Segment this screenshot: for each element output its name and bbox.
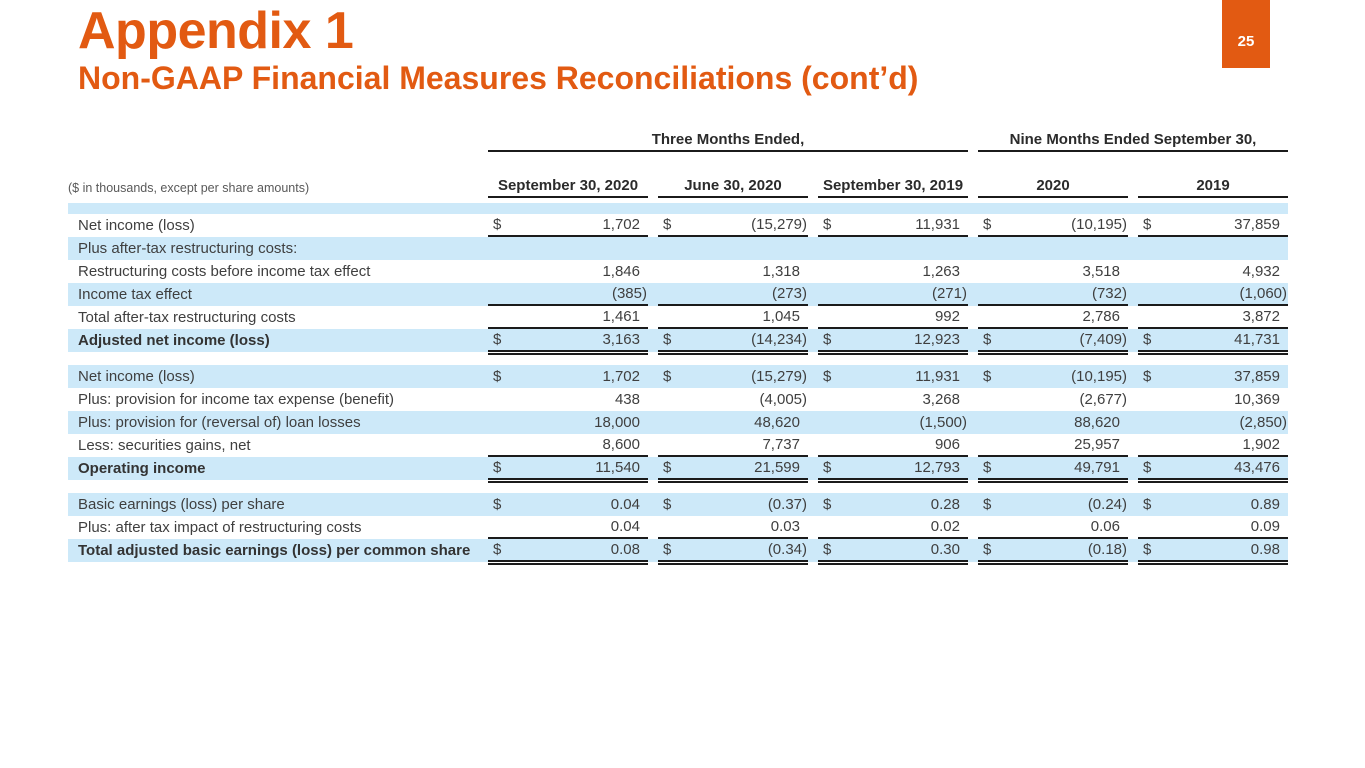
value-cell bbox=[658, 260, 808, 283]
value: 0.09 bbox=[1250, 518, 1280, 535]
dollar-sign: $ bbox=[663, 459, 672, 476]
value-cell bbox=[978, 388, 1128, 411]
value: 18,000 bbox=[594, 414, 640, 431]
value-cell bbox=[1138, 411, 1288, 434]
value-cell bbox=[1138, 539, 1288, 562]
dollar-sign: $ bbox=[663, 216, 672, 233]
value-cell bbox=[658, 214, 808, 237]
value: 0.06 bbox=[1090, 518, 1120, 535]
value-cell bbox=[488, 457, 648, 480]
row-label: Less: securities gains, net bbox=[78, 437, 251, 454]
value: 11,931 bbox=[915, 216, 960, 233]
value: 0.08 bbox=[610, 541, 640, 558]
value: (1,500) bbox=[919, 414, 967, 431]
value-cell bbox=[658, 411, 808, 434]
table-row bbox=[68, 365, 1288, 388]
value-cell bbox=[818, 493, 968, 516]
value-cell bbox=[978, 214, 1128, 237]
value-cell bbox=[488, 329, 648, 352]
dollar-sign: $ bbox=[1143, 216, 1152, 233]
row-label: Net income (loss) bbox=[78, 368, 195, 385]
column-header-ytd-2019: 2019 bbox=[1138, 166, 1288, 198]
table-row bbox=[68, 411, 1288, 434]
table-row bbox=[68, 306, 1288, 329]
table-total-row bbox=[68, 329, 1288, 352]
value-cell bbox=[488, 493, 648, 516]
dollar-sign: $ bbox=[1143, 459, 1152, 476]
dollar-sign: $ bbox=[983, 216, 992, 233]
dollar-sign: $ bbox=[1143, 496, 1152, 513]
value-cell bbox=[818, 457, 968, 480]
dollar-sign: $ bbox=[663, 496, 672, 513]
value: (15,279) bbox=[751, 368, 807, 385]
value: 43,476 bbox=[1234, 459, 1280, 476]
value-cell bbox=[488, 411, 648, 434]
value: 1,263 bbox=[922, 263, 960, 280]
value-cell bbox=[488, 203, 648, 214]
value-cell bbox=[658, 516, 808, 539]
value: (14,234) bbox=[751, 331, 807, 348]
value: (2,677) bbox=[1079, 391, 1127, 408]
dollar-sign: $ bbox=[983, 496, 992, 513]
value: 25,957 bbox=[1074, 436, 1120, 453]
value-cell bbox=[978, 365, 1128, 388]
value-cell bbox=[658, 539, 808, 562]
value-cell bbox=[1138, 237, 1288, 260]
value-cell bbox=[658, 237, 808, 260]
value-cell bbox=[1138, 434, 1288, 457]
value-cell bbox=[658, 493, 808, 516]
value: (0.24) bbox=[1087, 496, 1127, 513]
dollar-sign: $ bbox=[493, 541, 502, 558]
table-total-row bbox=[68, 457, 1288, 480]
spacer-row bbox=[68, 203, 1288, 214]
value: 48,620 bbox=[754, 414, 800, 431]
value-cell bbox=[1138, 283, 1288, 306]
value: 992 bbox=[934, 308, 960, 325]
table-row bbox=[68, 283, 1288, 306]
value: 37,859 bbox=[1234, 216, 1280, 233]
row-label: Total after-tax restructuring costs bbox=[78, 309, 296, 326]
value-cell bbox=[978, 237, 1128, 260]
value-cell bbox=[1138, 203, 1288, 214]
value-cell bbox=[818, 283, 968, 306]
value-cell bbox=[1138, 306, 1288, 329]
dollar-sign: $ bbox=[493, 496, 502, 513]
value: (10,195) bbox=[1071, 368, 1127, 385]
table-row bbox=[68, 434, 1288, 457]
value: 88,620 bbox=[1074, 414, 1120, 431]
value-cell bbox=[658, 434, 808, 457]
value-cell bbox=[818, 260, 968, 283]
value: (7,409) bbox=[1079, 331, 1127, 348]
value-cell bbox=[818, 214, 968, 237]
row-label: Operating income bbox=[78, 460, 206, 477]
value: 0.03 bbox=[770, 518, 800, 535]
row-label bbox=[68, 203, 478, 214]
value-cell bbox=[818, 516, 968, 539]
value-cell bbox=[658, 365, 808, 388]
value-cell bbox=[978, 457, 1128, 480]
row-label: Plus: provision for income tax expense (benefit) bbox=[78, 391, 394, 408]
value-cell bbox=[818, 539, 968, 562]
value: 3,518 bbox=[1082, 263, 1120, 280]
value-cell bbox=[488, 237, 648, 260]
column-group-nine-months: Nine Months Ended September 30, bbox=[978, 126, 1288, 152]
value-cell bbox=[1138, 214, 1288, 237]
column-group-three-months: Three Months Ended, bbox=[488, 126, 968, 152]
value: 438 bbox=[614, 391, 640, 408]
value-cell bbox=[488, 434, 648, 457]
value-cell bbox=[818, 365, 968, 388]
value-cell bbox=[1138, 457, 1288, 480]
dollar-sign: $ bbox=[823, 496, 832, 513]
value-cell bbox=[978, 306, 1128, 329]
page-subtitle: Non-GAAP Financial Measures Reconciliations (cont’d) bbox=[78, 60, 919, 97]
dollar-sign: $ bbox=[663, 368, 672, 385]
value-cell bbox=[488, 539, 648, 562]
value: (0.18) bbox=[1087, 541, 1127, 558]
row-label: Total adjusted basic earnings (loss) per common share bbox=[78, 542, 471, 559]
value-cell bbox=[488, 388, 648, 411]
value-cell bbox=[1138, 260, 1288, 283]
value: (15,279) bbox=[751, 216, 807, 233]
value-cell bbox=[978, 516, 1128, 539]
column-group-header-row bbox=[68, 126, 1288, 152]
value: 12,923 bbox=[914, 331, 960, 348]
value-cell bbox=[488, 283, 648, 306]
table-total-row bbox=[68, 539, 1288, 562]
value: 0.89 bbox=[1250, 496, 1280, 513]
value-cell bbox=[488, 365, 648, 388]
dollar-sign: $ bbox=[983, 459, 992, 476]
value: 0.04 bbox=[610, 518, 640, 535]
value-cell bbox=[488, 306, 648, 329]
value: 0.28 bbox=[930, 496, 960, 513]
value-cell bbox=[818, 203, 968, 214]
table-row bbox=[68, 260, 1288, 283]
value-cell bbox=[658, 283, 808, 306]
value: 3,163 bbox=[602, 331, 640, 348]
dollar-sign: $ bbox=[983, 368, 992, 385]
table-row bbox=[68, 237, 1288, 260]
dollar-sign: $ bbox=[983, 541, 992, 558]
row-label: Restructuring costs before income tax effect bbox=[78, 263, 371, 280]
row-label: Income tax effect bbox=[78, 286, 192, 303]
value-cell bbox=[978, 539, 1128, 562]
value: 1,702 bbox=[602, 216, 640, 233]
units-note: ($ in thousands, except per share amounts) bbox=[68, 181, 310, 195]
dollar-sign: $ bbox=[493, 216, 502, 233]
value: 3,268 bbox=[922, 391, 960, 408]
value: (0.34) bbox=[767, 541, 807, 558]
dollar-sign: $ bbox=[663, 541, 672, 558]
value: 0.02 bbox=[930, 518, 960, 535]
row-label: Plus: after tax impact of restructuring costs bbox=[78, 519, 362, 536]
value-cell bbox=[488, 260, 648, 283]
table-row bbox=[68, 388, 1288, 411]
value: 37,859 bbox=[1234, 368, 1280, 385]
value-cell bbox=[818, 434, 968, 457]
page-title: Appendix 1 bbox=[78, 2, 354, 60]
dollar-sign: $ bbox=[1143, 541, 1152, 558]
value-cell bbox=[1138, 365, 1288, 388]
value: (271) bbox=[931, 285, 967, 302]
column-header-sep30-2020: September 30, 2020 bbox=[488, 166, 648, 198]
value: 41,731 bbox=[1234, 331, 1280, 348]
value: (385) bbox=[611, 285, 647, 302]
page-number: 25 bbox=[1237, 32, 1255, 50]
value-cell bbox=[658, 388, 808, 411]
value: 11,540 bbox=[595, 459, 640, 476]
row-label: Plus after-tax restructuring costs: bbox=[78, 240, 298, 257]
value: 0.98 bbox=[1250, 541, 1280, 558]
value-cell bbox=[1138, 493, 1288, 516]
value: 10,369 bbox=[1234, 391, 1280, 408]
row-label: Plus: provision for (reversal of) loan losses bbox=[78, 414, 361, 431]
value: 7,737 bbox=[762, 436, 800, 453]
column-header-ytd-2020: 2020 bbox=[978, 166, 1128, 198]
dollar-sign: $ bbox=[983, 331, 992, 348]
dollar-sign: $ bbox=[493, 331, 502, 348]
value-cell bbox=[978, 411, 1128, 434]
value: 8,600 bbox=[602, 436, 640, 453]
value-cell bbox=[978, 493, 1128, 516]
value: (4,005) bbox=[759, 391, 807, 408]
value: 906 bbox=[934, 436, 960, 453]
reconciliation-table bbox=[68, 126, 1288, 562]
value-cell bbox=[978, 260, 1128, 283]
value: (2,850) bbox=[1239, 414, 1287, 431]
value-cell bbox=[818, 388, 968, 411]
row-label: Net income (loss) bbox=[78, 217, 195, 234]
value: 49,791 bbox=[1074, 459, 1120, 476]
value: 1,846 bbox=[602, 263, 640, 280]
value-cell bbox=[658, 203, 808, 214]
value-cell bbox=[488, 516, 648, 539]
value-cell bbox=[818, 237, 968, 260]
value: (273) bbox=[771, 285, 807, 302]
value-cell bbox=[1138, 388, 1288, 411]
column-header-sep30-2019: September 30, 2019 bbox=[818, 166, 968, 198]
value: 1,461 bbox=[602, 308, 640, 325]
value-cell bbox=[1138, 329, 1288, 352]
value: (0.37) bbox=[767, 496, 807, 513]
dollar-sign: $ bbox=[823, 331, 832, 348]
dollar-sign: $ bbox=[493, 368, 502, 385]
table-body bbox=[68, 203, 1288, 562]
dollar-sign: $ bbox=[1143, 368, 1152, 385]
value: 3,872 bbox=[1242, 308, 1280, 325]
value: 4,932 bbox=[1242, 263, 1280, 280]
value: 1,702 bbox=[602, 368, 640, 385]
value: 0.30 bbox=[930, 541, 960, 558]
table-row bbox=[68, 214, 1288, 237]
column-header-row bbox=[68, 166, 1288, 198]
value-cell bbox=[1138, 516, 1288, 539]
value-cell bbox=[818, 411, 968, 434]
value: 1,318 bbox=[762, 263, 800, 280]
value: (1,060) bbox=[1239, 285, 1287, 302]
value: 1,902 bbox=[1242, 436, 1280, 453]
value-cell bbox=[658, 306, 808, 329]
table-row bbox=[68, 493, 1288, 516]
dollar-sign: $ bbox=[663, 331, 672, 348]
value-cell bbox=[818, 306, 968, 329]
value-cell bbox=[978, 203, 1128, 214]
value-cell bbox=[658, 329, 808, 352]
value: 0.04 bbox=[610, 496, 640, 513]
value: (10,195) bbox=[1071, 216, 1127, 233]
value-cell bbox=[978, 329, 1128, 352]
dollar-sign: $ bbox=[823, 541, 832, 558]
column-header-jun30-2020: June 30, 2020 bbox=[658, 166, 808, 198]
table-row bbox=[68, 516, 1288, 539]
row-label: Basic earnings (loss) per share bbox=[78, 496, 285, 513]
dollar-sign: $ bbox=[1143, 331, 1152, 348]
dollar-sign: $ bbox=[493, 459, 502, 476]
dollar-sign: $ bbox=[823, 368, 832, 385]
value: 2,786 bbox=[1082, 308, 1120, 325]
slide-header bbox=[78, 4, 918, 100]
dollar-sign: $ bbox=[823, 459, 832, 476]
value-cell bbox=[488, 214, 648, 237]
value-cell bbox=[658, 457, 808, 480]
dollar-sign: $ bbox=[823, 216, 832, 233]
value-cell bbox=[978, 434, 1128, 457]
value: 1,045 bbox=[762, 308, 800, 325]
value: 21,599 bbox=[754, 459, 800, 476]
value-cell bbox=[818, 329, 968, 352]
value: (732) bbox=[1091, 285, 1127, 302]
value: 11,931 bbox=[915, 368, 960, 385]
page-number-badge bbox=[1222, 0, 1270, 68]
value-cell bbox=[978, 283, 1128, 306]
value: 12,793 bbox=[914, 459, 960, 476]
row-label: Adjusted net income (loss) bbox=[78, 332, 270, 349]
